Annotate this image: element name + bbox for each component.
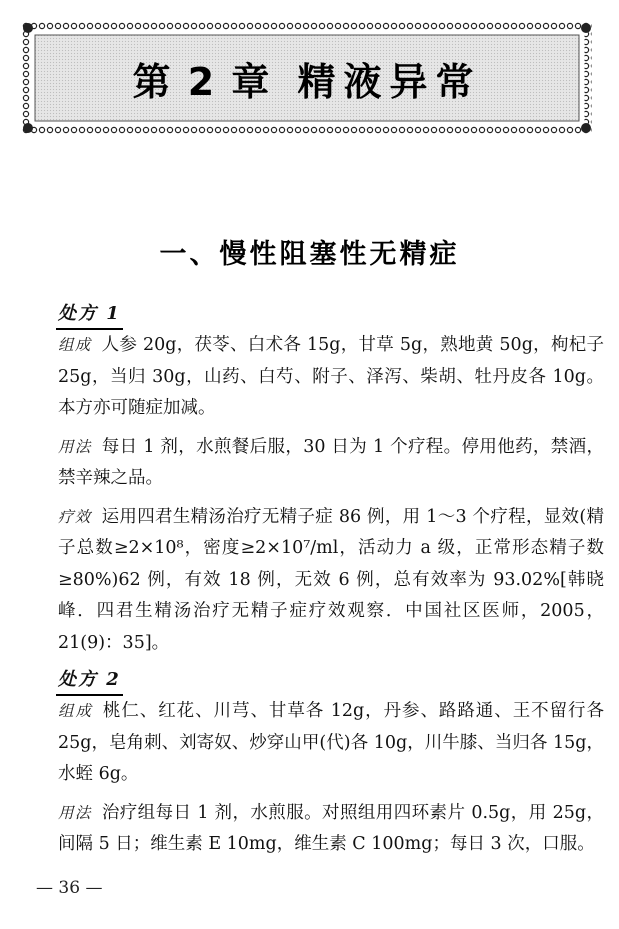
usage-paragraph <box>58 432 604 495</box>
chapter-name: 精液异常 <box>297 59 482 104</box>
usage-paragraph <box>58 798 604 861</box>
composition-label: 组成 <box>58 702 93 720</box>
chapter-title <box>22 22 592 134</box>
prescription-1 <box>58 300 604 659</box>
section-heading: 一、慢性阻塞性无精症 <box>159 239 460 270</box>
page-body <box>58 300 604 861</box>
usage-text: 治疗组每日 1 剂，水煎服。对照组用四环素片 0.5g，用 25g，间隔 5 日；维生素 E 10mg，维生素 C 100mg；每日 3 次，口服。 <box>58 802 604 854</box>
chapter-number: 第 2 章 <box>132 59 272 104</box>
effect-paragraph <box>58 502 604 660</box>
composition-paragraph <box>58 696 604 791</box>
usage-text: 每日 1 剂，水煎餐后服，30 日为 1 个疗程。停用他药，禁酒，禁辛辣之品。 <box>58 436 604 488</box>
prescription-2 <box>58 666 604 861</box>
composition-paragraph <box>58 330 604 425</box>
composition-label: 组成 <box>58 336 92 354</box>
usage-label: 用法 <box>58 803 92 822</box>
chapter-banner <box>22 22 592 134</box>
usage-label: 用法 <box>58 437 92 456</box>
composition-text: 桃仁、红花、川芎、甘草各 12g，丹参、路路通、王不留行各 25g，皂角刺、刘寄奴、炒穿山甲(代)各 10g，川牛膝、当归各 15g，水蛭 6g。 <box>58 701 604 784</box>
effect-label: 疗效 <box>58 507 92 526</box>
prescription-title: 处方 2 <box>56 666 123 696</box>
page-number: — 36 — <box>36 878 103 898</box>
prescription-title: 处方 1 <box>56 300 123 330</box>
effect-text: 运用四君生精汤治疗无精子症 86 例，用 1～3 个疗程，显效(精子总数≥2×10⁸，密度≥2×10⁷/ml，活动力 a 级，正常形态精子数≥80%)62 例，有效 18 例，无效 6 例，总有效率为 93.02%[韩晓峰．四君生精汤治疗无精子症疗效观察．中国社区医师，2005，21(9)：35]。 <box>58 506 604 653</box>
composition-text: 人参 20g，茯苓、白术各 15g，甘草 5g，熟地黄 50g，枸杞子 25g，当归 30g，山药、白芍、附子、泽泻、柴胡、牡丹皮各 10g。本方亦可随症加减。 <box>58 335 604 418</box>
